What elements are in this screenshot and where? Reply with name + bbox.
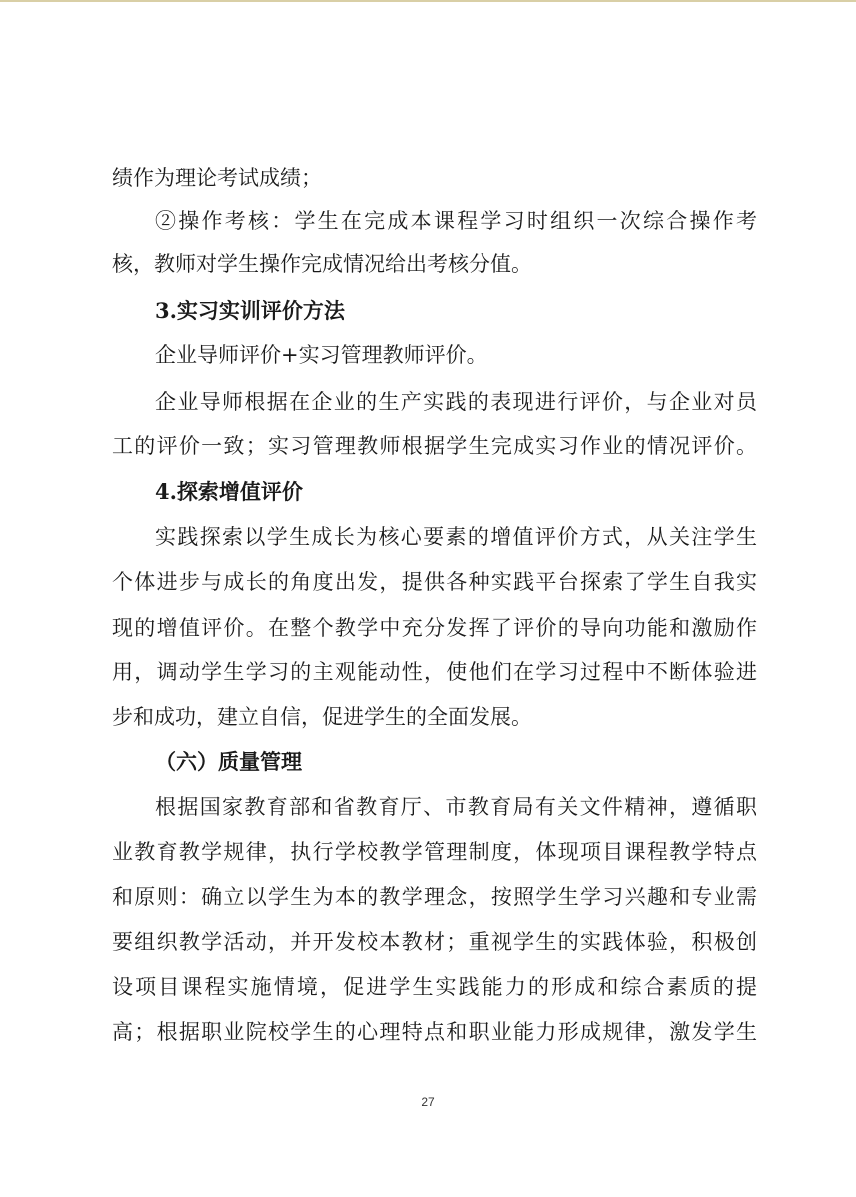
top-border-line <box>0 0 856 2</box>
text-line: 企业导师根据在企业的生产实践的表现进行评价，与企业对员 <box>155 390 757 414</box>
text-line: 核，教师对学生操作完成情况给出考核分值。 <box>112 252 532 276</box>
section-heading: 3.实习实训评价方法 <box>155 298 345 323</box>
section-heading: （六）质量管理 <box>155 749 302 774</box>
text-line: 要组织教学活动，并开发校本教材；重视学生的实践体验，积极创 <box>112 930 757 954</box>
page-number: 27 <box>421 1095 435 1109</box>
text-line: 步和成功，建立自信，促进学生的全面发展。 <box>112 705 532 729</box>
text-line: 绩作为理论考试成绩； <box>112 166 322 190</box>
text-line: 实践探索以学生成长为核心要素的增值评价方式，从关注学生 <box>155 525 757 549</box>
text-line: ②操作考核：学生在完成本课程学习时组织一次综合操作考 <box>155 209 757 233</box>
text-line: 根据国家教育部和省教育厅、市教育局有关文件精神，遵循职 <box>155 795 757 819</box>
text-line: 和原则：确立以学生为本的教学理念，按照学生学习兴趣和专业需 <box>112 885 757 909</box>
text-line: 工的评价一致；实习管理教师根据学生完成实习作业的情况评价。 <box>112 434 757 458</box>
text-line: 设项目课程实施情境，促进学生实践能力的形成和综合素质的提 <box>112 975 757 999</box>
text-line: 个体进步与成长的角度出发，提供各种实践平台探索了学生自我实 <box>112 570 757 594</box>
text-line: 现的增值评价。在整个教学中充分发挥了评价的导向功能和激励作 <box>112 616 757 640</box>
text-line: 业教育教学规律，执行学校教学管理制度，体现项目课程教学特点 <box>112 840 757 864</box>
text-line: 企业导师评价+实习管理教师评价。 <box>155 343 488 367</box>
text-line: 高；根据职业院校学生的心理特点和职业能力形成规律，激发学生 <box>112 1020 757 1044</box>
section-heading: 4.探索增值评价 <box>155 479 303 504</box>
text-line: 用，调动学生学习的主观能动性，使他们在学习过程中不断体验进 <box>112 660 757 684</box>
